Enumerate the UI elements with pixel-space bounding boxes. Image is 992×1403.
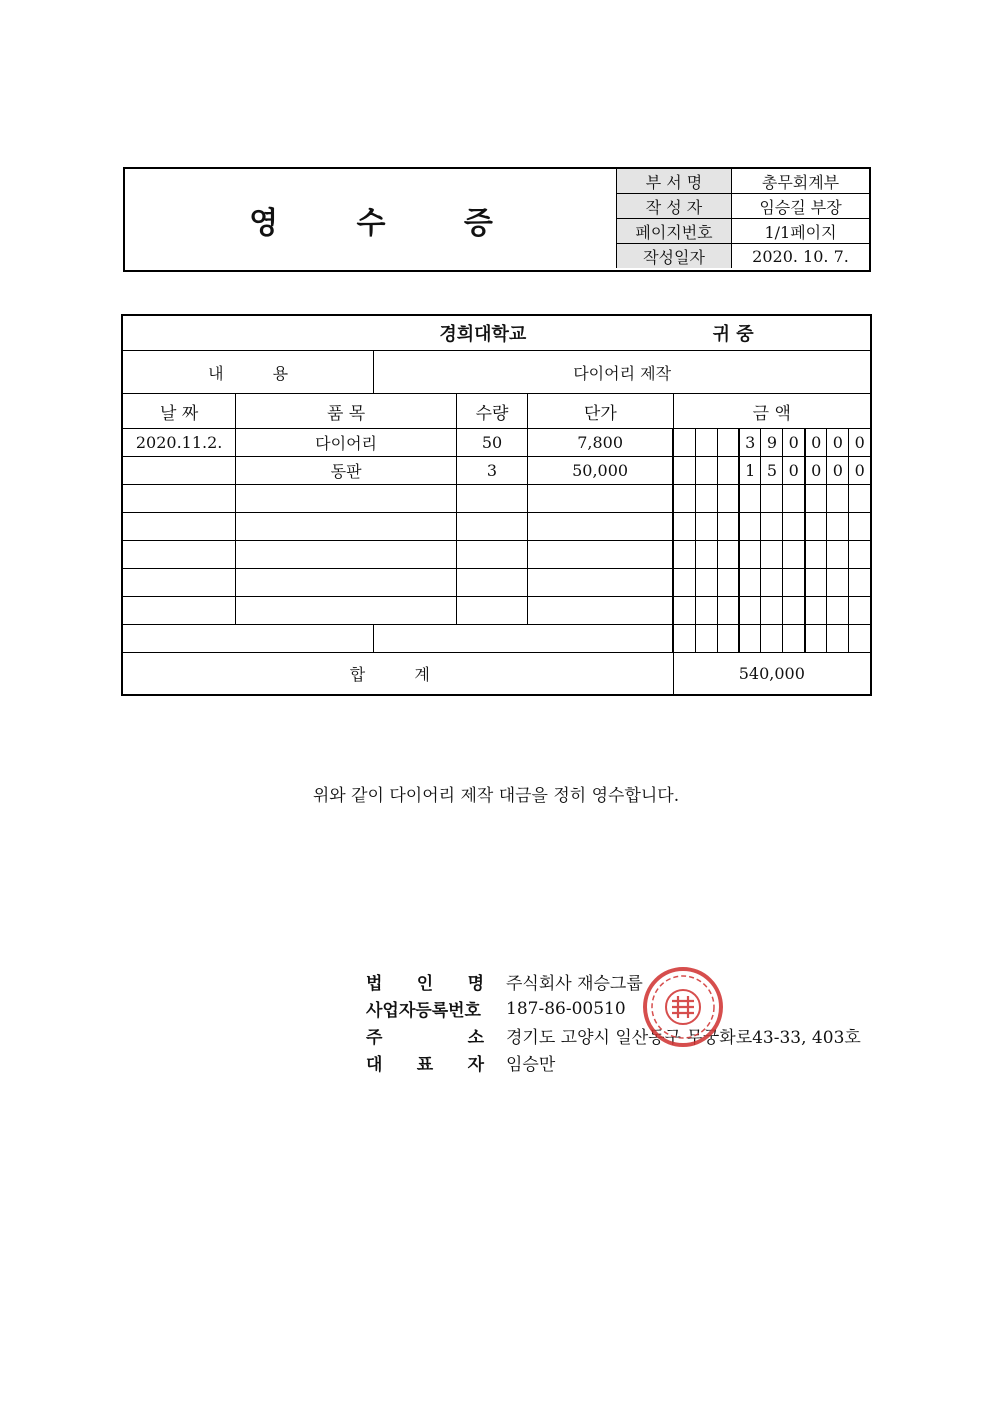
meta-label: 작성일자 [617,244,732,269]
amount-digit-cell [761,625,783,653]
item-name [236,597,457,625]
amount-digit-cell [717,457,739,485]
item-row [122,513,871,541]
amount-digit-cell [783,625,805,653]
amount-digit-cell [849,541,871,569]
amount-digit-cell [739,541,761,569]
receipt-header [123,167,871,272]
amount-digit-cell [695,541,717,569]
amount-digit-cell [761,541,783,569]
issuer-row [366,1022,861,1049]
amount-digit-cell [673,569,695,597]
amount-digit-cell [739,625,761,653]
amount-digit-cell: 0 [783,429,805,457]
item-date [122,541,236,569]
recipient-honorific: 귀 중 [712,324,754,345]
total-value: 540,000 [673,653,871,696]
meta-label: 페이지번호 [617,219,732,244]
item-row [122,569,871,597]
meta-row [617,244,870,269]
item-unit-price: 7,800 [528,429,674,457]
amount-digit-cell [673,625,695,653]
header-amount: 금 액 [673,394,871,429]
item-row [122,485,871,513]
amount-digit-cell [739,513,761,541]
total-row [122,653,871,696]
address-label [366,1022,484,1049]
item-qty [456,597,527,625]
amount-digit-cell [739,597,761,625]
item-date [122,457,236,485]
item-name: 다이어리 [236,429,457,457]
amount-digit-cell [783,569,805,597]
item-qty [456,485,527,513]
amount-digit-cell [673,597,695,625]
blank-cell [374,625,673,653]
amount-digit-cell: 1 [739,457,761,485]
issuer-row [366,995,861,1022]
item-row [122,457,871,485]
receipt-table-body [122,315,871,695]
amount-digit-cell [849,569,871,597]
item-unit-price [528,513,674,541]
amount-digit-cell [827,541,849,569]
recipient-cell [122,315,871,351]
amount-digit-cell [827,485,849,513]
item-row [122,429,871,457]
header-qty: 수량 [456,394,527,429]
content-row [122,351,871,394]
amount-digit-cell [827,569,849,597]
item-unit-price [528,569,674,597]
amount-digit-cell [717,429,739,457]
amount-digit-cell [783,541,805,569]
amount-digit-cell [673,429,695,457]
item-date: 2020.11.2. [122,429,236,457]
item-date [122,569,236,597]
meta-row [617,169,870,194]
amount-digit-cell [805,569,827,597]
amount-digit-cell [695,597,717,625]
amount-digit-cell [805,597,827,625]
amount-digit-cell: 0 [827,457,849,485]
item-row [122,597,871,625]
item-qty [456,541,527,569]
amount-digit-cell [717,541,739,569]
item-unit-price: 50,000 [528,457,674,485]
meta-row [617,194,870,219]
amount-digit-cell [695,485,717,513]
amount-digit-cell: 5 [761,457,783,485]
item-qty: 50 [456,429,527,457]
reg-value: 187-86-00510 [506,998,626,1019]
amount-digit-cell [695,569,717,597]
column-header-row [122,394,871,429]
receipt-statement: 위와 같이 다이어리 제작 대금을 정히 영수합니다. [312,786,680,806]
issuer-row [366,968,861,995]
meta-label: 작 성 자 [617,194,732,219]
amount-digit-cell [739,569,761,597]
total-label-text: 합 계 [349,665,430,684]
amount-digit-cell [695,513,717,541]
meta-value: 임승길 부장 [732,194,870,219]
item-name [236,569,457,597]
blank-cell [122,625,374,653]
content-value: 다이어리 제작 [374,351,871,394]
amount-digit-cell [805,485,827,513]
meta-value: 2020. 10. 7. [732,244,870,269]
amount-digit-cell [695,429,717,457]
address-value: 경기도 고양시 일산동구 무궁화로43-33, 403호 [506,1028,861,1048]
amount-digit-cell [849,597,871,625]
item-date [122,513,236,541]
amount-digit-cell [783,597,805,625]
item-date [122,485,236,513]
amount-digit-cell [849,485,871,513]
item-date [122,597,236,625]
amount-digit-cell [805,625,827,653]
amount-digit-cell [761,597,783,625]
amount-digit-cell [695,625,717,653]
item-unit-price [528,541,674,569]
blank-row [122,625,871,653]
item-name [236,541,457,569]
issuer-row [366,1049,861,1076]
amount-digit-cell [673,513,695,541]
address-label-text: 주 소 [366,1028,484,1048]
amount-digit-cell [717,597,739,625]
content-label-text: 내 용 [208,363,289,383]
amount-digit-cell [717,569,739,597]
meta-table [616,169,869,268]
rep-value: 임승만 [506,1055,556,1075]
item-unit-price [528,597,674,625]
rep-label [366,1049,484,1076]
amount-digit-cell [783,513,805,541]
amount-digit-cell: 3 [739,429,761,457]
amount-digit-cell [673,541,695,569]
header-unit-price: 단가 [528,394,674,429]
meta-value: 1/1페이지 [732,219,870,244]
reg-label: 사업자등록번호 [366,1001,481,1021]
company-seal-icon [642,966,724,1048]
amount-digit-cell [673,485,695,513]
amount-digit-cell [827,597,849,625]
amount-digit-cell: 0 [827,429,849,457]
item-qty [456,513,527,541]
amount-digit-cell [717,513,739,541]
item-unit-price [528,485,674,513]
amount-digit-cell [761,569,783,597]
amount-digit-cell: 0 [805,457,827,485]
item-row [122,541,871,569]
receipt-table [121,314,872,696]
amount-digit-cell [761,513,783,541]
amount-digit-cell [761,485,783,513]
header-date: 날 짜 [122,394,236,429]
company-value: 주식회사 재승그룹 [506,974,643,994]
amount-digit-cell [717,625,739,653]
amount-digit-cell: 0 [783,457,805,485]
issuer-info [366,968,861,1076]
amount-digit-cell [805,513,827,541]
content-label [122,351,374,394]
amount-digit-cell [717,485,739,513]
amount-digit-cell: 9 [761,429,783,457]
amount-digit-cell [739,485,761,513]
total-label [122,653,673,696]
amount-digit-cell [673,457,695,485]
header-item: 품 목 [236,394,457,429]
item-qty: 3 [456,457,527,485]
amount-digit-cell [827,625,849,653]
amount-digit-cell [849,625,871,653]
meta-label: 부 서 명 [617,169,732,194]
meta-row [617,219,870,244]
meta-value: 총무회계부 [732,169,870,194]
company-label [366,968,484,995]
recipient-row [122,315,871,351]
item-name [236,513,457,541]
amount-digit-cell: 0 [849,429,871,457]
item-name: 동판 [236,457,457,485]
amount-digit-cell [695,457,717,485]
amount-digit-cell [805,541,827,569]
amount-digit-cell [827,513,849,541]
rep-label-text: 대 표 자 [366,1055,484,1075]
recipient-name: 경희대학교 [439,324,527,345]
amount-digit-cell: 0 [849,457,871,485]
document-title: 영 수 증 [249,205,527,241]
amount-digit-cell [783,485,805,513]
item-name [236,485,457,513]
company-label-text: 법 인 명 [366,974,484,994]
item-qty [456,569,527,597]
amount-digit-cell: 0 [805,429,827,457]
amount-digit-cell [849,513,871,541]
